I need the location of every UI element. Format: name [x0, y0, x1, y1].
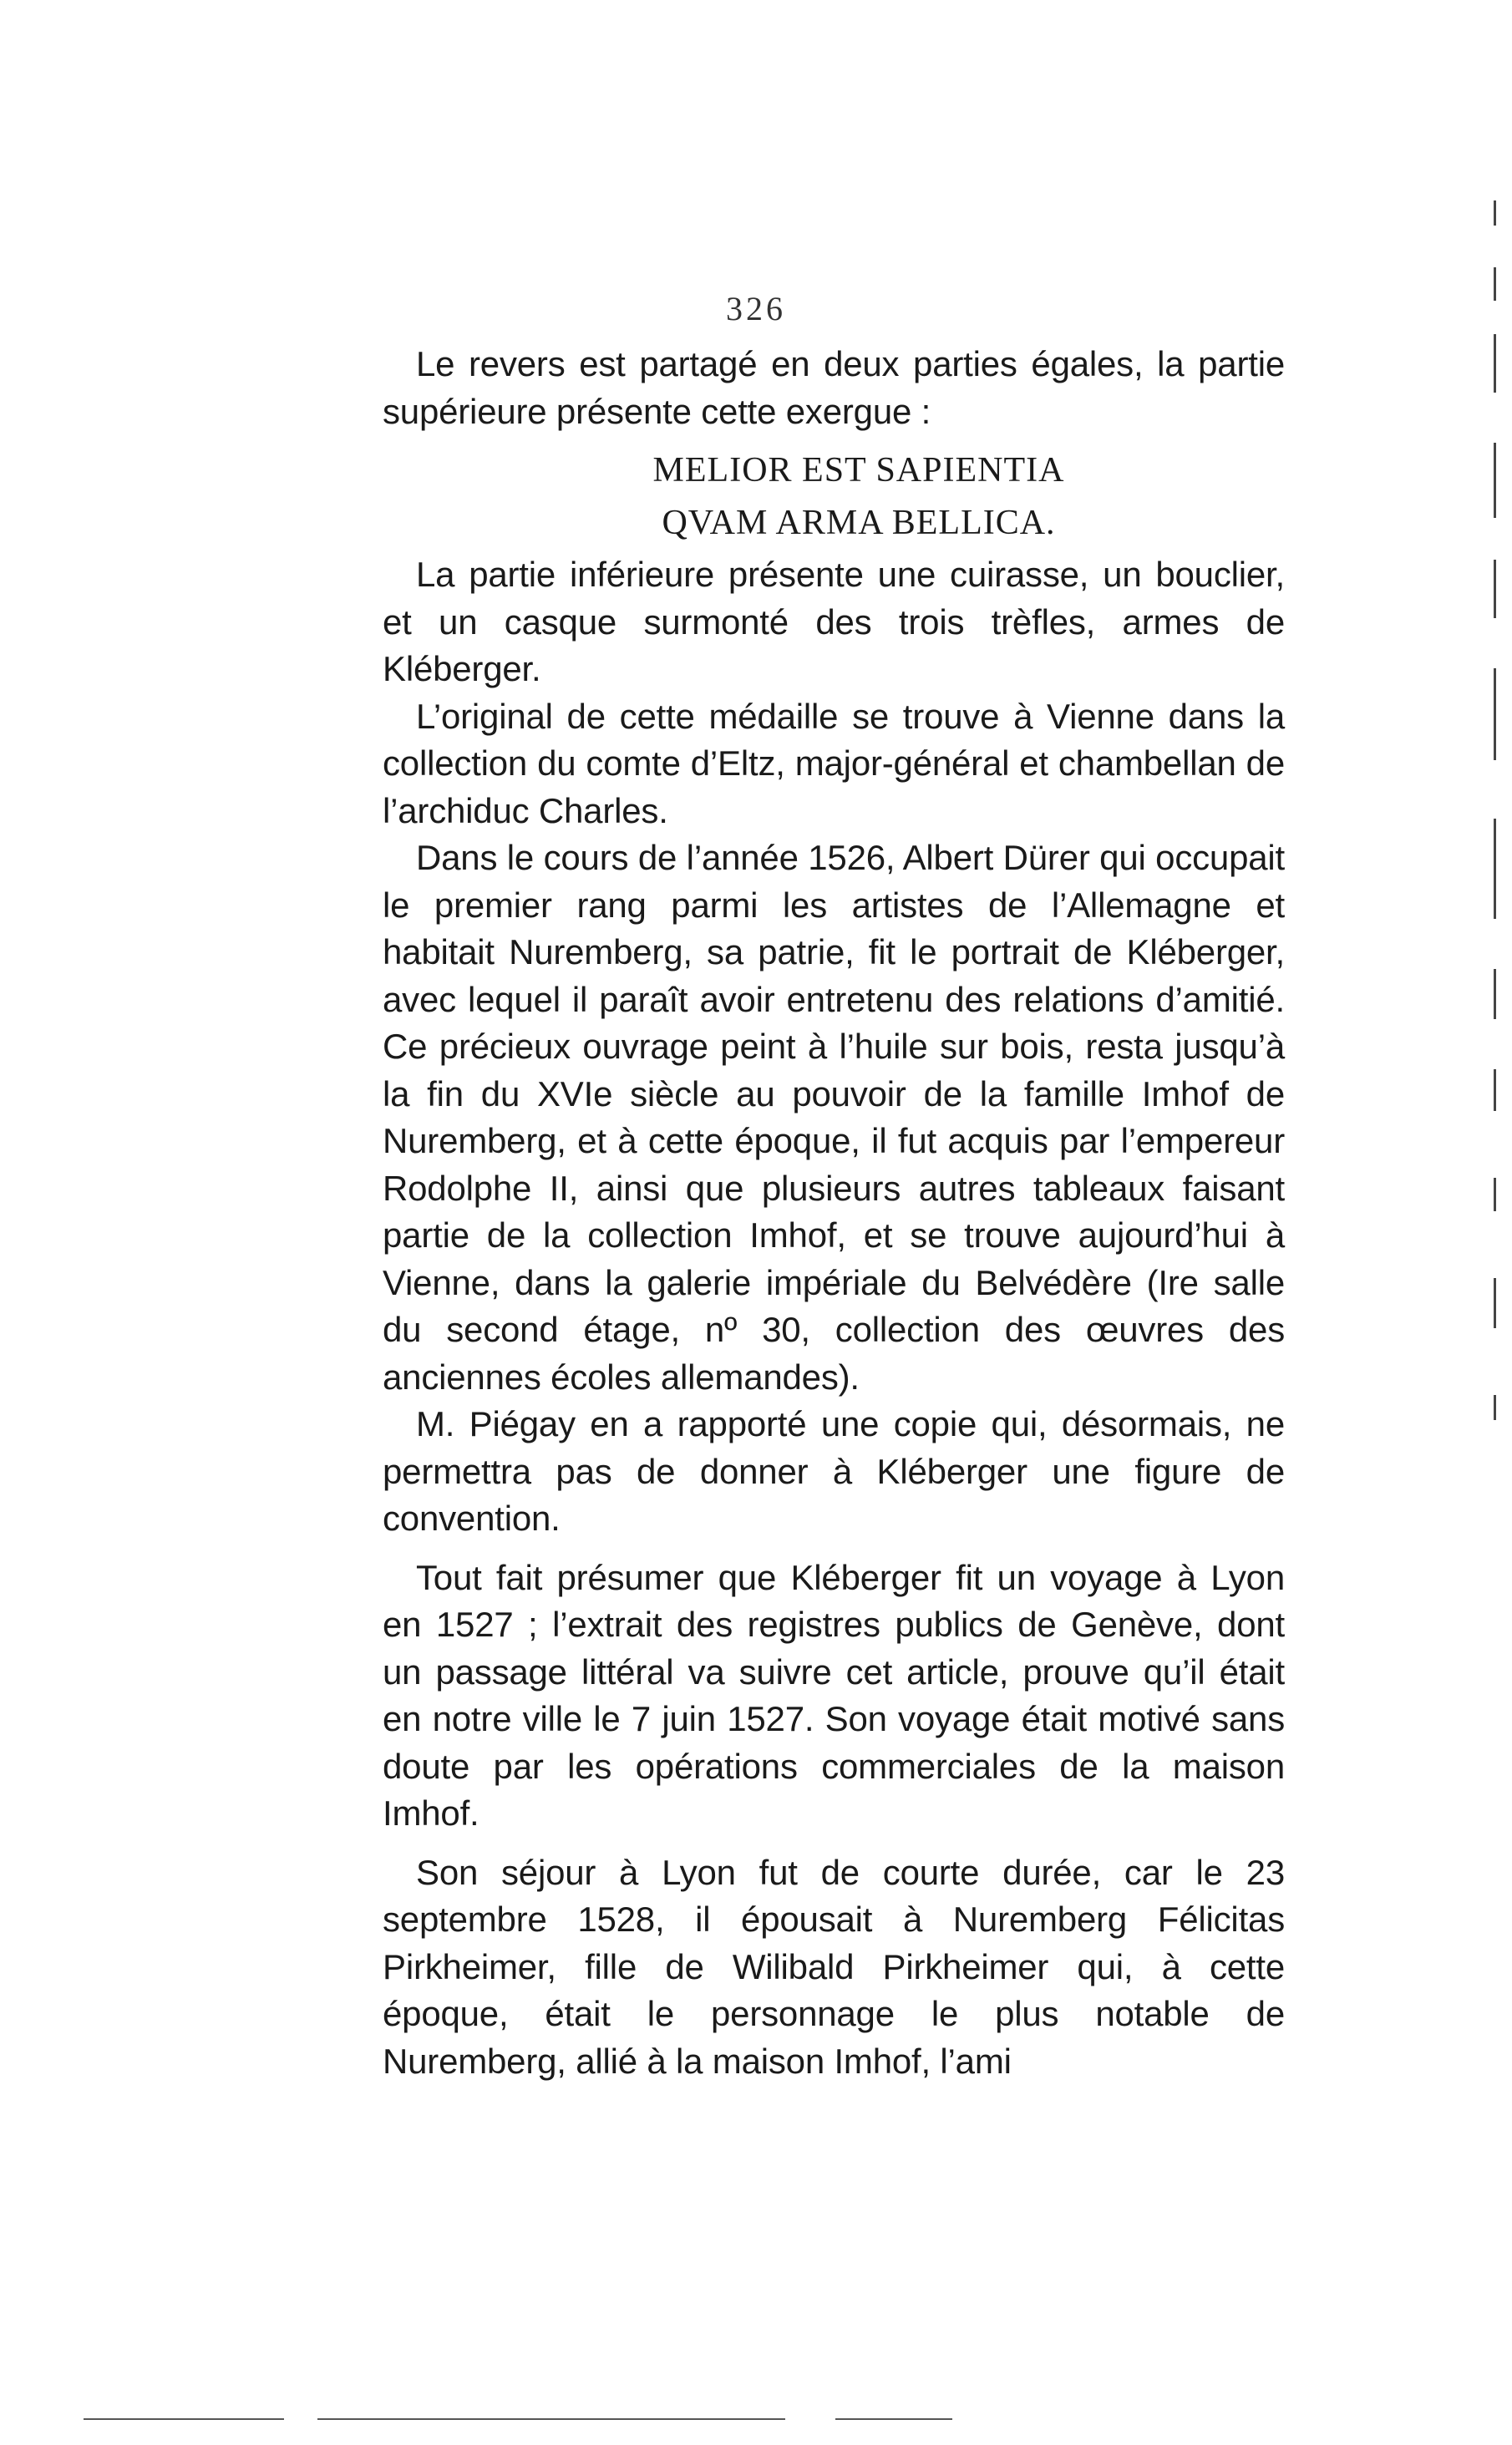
epigraph-line-2: QVAM ARMA BELLICA.	[662, 503, 1056, 542]
scan-bottom-rule-2	[317, 2418, 785, 2420]
paragraph-2: La partie inférieure présente une cuirasse, un bouclier, et un casque surmonté des trois trèfles, armes de Kléberger.	[383, 555, 1285, 688]
page-number: 326	[726, 290, 786, 327]
paragraph-5: M. Piégay en a rapporté une copie qui, désormais, ne permettra pas de donner à Kléberger une figure de convention.	[383, 1404, 1285, 1538]
paragraph-6: Tout fait présumer que Kléberger fit un voyage à Lyon en 1527 ; l’extrait des registres publics de Genève, dont un passage littéral va suivre cet article, prouve qu’il était en notre ville le 7 juin 1527. Son voyage était motivé sans doute par les opérations commerciales de la maison Imhof.	[383, 1557, 1285, 1833]
paragraph-1-line-1: Le revers est partagé en deux parties égales, la partie	[416, 344, 1285, 383]
paragraph-7: Son séjour à Lyon fut de courte durée, car le 23 septembre 1528, il épousait à Nuremberg Félicitas Pirkheimer, fille de Wilibald Pirkheimer qui, à cette époque, était le personnage le plus notable de Nuremberg, allié à la maison Imhof, l’ami	[383, 1852, 1285, 2081]
paragraph-1-line-2: supérieure présente cette exergue :	[383, 391, 931, 431]
paragraph-3: L’original de cette médaille se trouve à Vienne dans la collection du comte d’Eltz, major-général et chambellan de l’archiduc Charles.	[383, 696, 1285, 830]
page-text	[383, 341, 1285, 2085]
scan-bottom-rule-1	[84, 2418, 284, 2420]
epigraph-line-1: MELIOR EST SAPIENTIA	[652, 451, 1065, 490]
scan-bottom-rule-3	[835, 2418, 952, 2420]
paragraph-4: Dans le cours de l’année 1526, Albert Dürer qui occupait le premier rang parmi les artistes de l’Allemagne et habitait Nuremberg, sa patrie, fit le portrait de Kléberger, avec lequel il paraît avoir entretenu des relations d’amitié. Ce précieux ouvrage peint à l’huile sur bois, resta jusqu’à la fin du XVIe siècle au pouvoir de la famille Imhof de Nuremberg, et à cette époque, il fut acquis par l’empereur Rodolphe II, ainsi que plusieurs autres tableaux faisant partie de la collection Imhof, et se trouve aujourd’hui à Vienne, dans la galerie impériale du Belvédère (Ire salle du second étage, nº 30, collection des œuvres des anciennes écoles allemandes).	[383, 838, 1285, 1397]
scan-edge-marks	[1494, 167, 1497, 1504]
